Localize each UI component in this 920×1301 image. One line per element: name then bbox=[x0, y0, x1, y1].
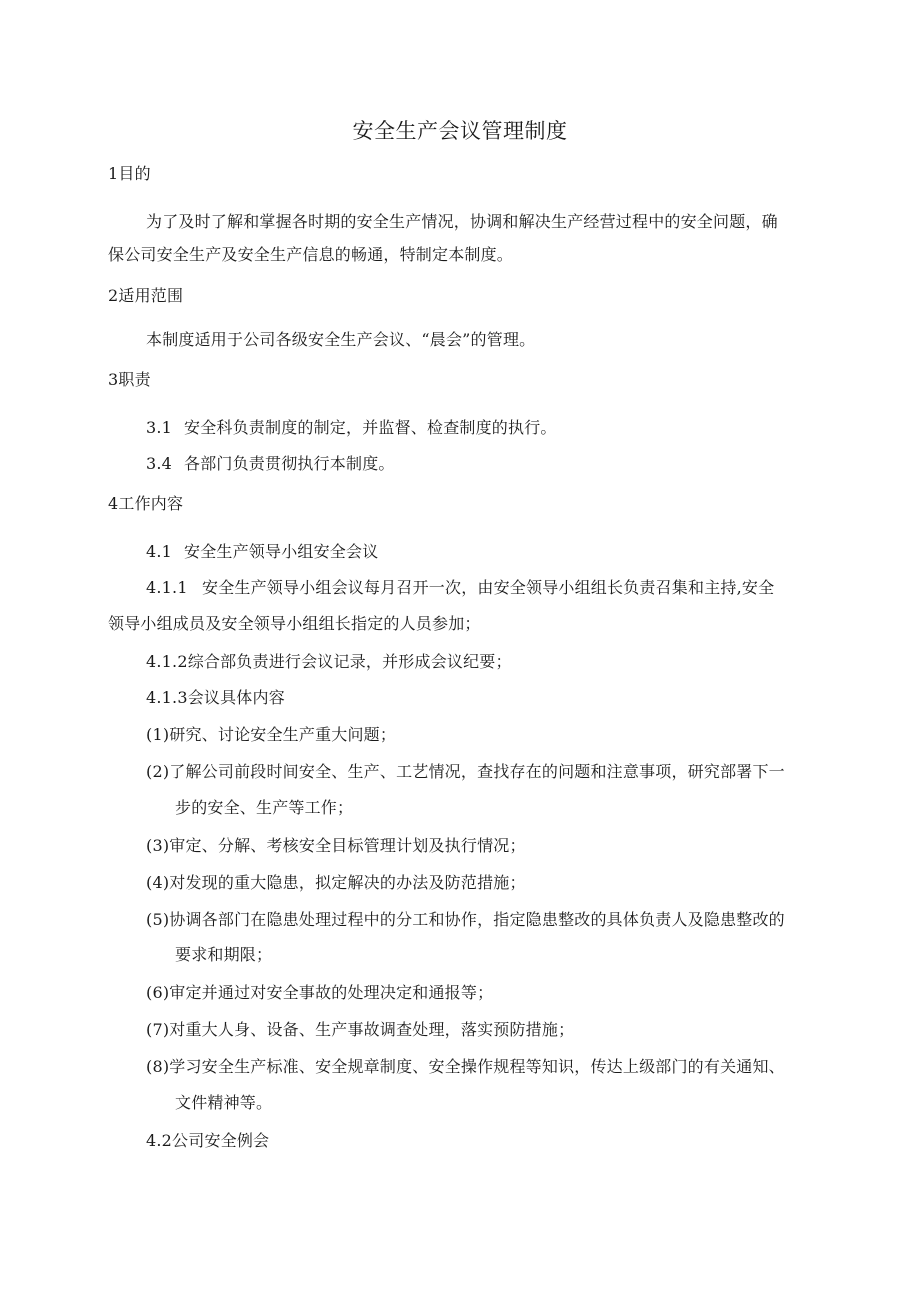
list-item-7: (7)对重大人身、设备、生产事故调查处理，落实预防措施； bbox=[146, 1020, 575, 1039]
section-3-4-number: 3.4 bbox=[146, 454, 173, 473]
section-4-1-1-text: 安全生产领导小组会议每月召开一次，由安全领导小组组长负责召集和主持,安全 bbox=[202, 578, 775, 597]
section-1-paragraph-line-2: 保公司安全生产及安全生产信息的畅通，特制定本制度。 bbox=[108, 245, 514, 264]
section-3-1-item bbox=[146, 418, 557, 438]
section-4-1-1-line-2: 领导小组成员及安全领导小组组长指定的人员参加； bbox=[108, 614, 481, 633]
section-4-1-text: 安全生产领导小组安全会议 bbox=[184, 542, 379, 561]
section-4-1-1-number: 4.1.1 bbox=[146, 578, 188, 597]
section-4-2: 4.2公司安全例会 bbox=[146, 1131, 270, 1150]
section-1-paragraph-line-1: 为了及时了解和掌握各时期的安全生产情况，协调和解决生产经营过程中的安全问题，确 bbox=[146, 212, 778, 231]
list-item-2-line-2: 步的安全、生产等工作； bbox=[175, 798, 354, 817]
list-item-6: (6)审定并通过对安全事故的处理决定和通报等； bbox=[146, 983, 494, 1002]
list-item-4: (4)对发现的重大隐患，拟定解决的办法及防范措施； bbox=[146, 873, 526, 892]
section-4-1-3: 4.1.3会议具体内容 bbox=[146, 688, 285, 707]
section-1-heading: 1目的 bbox=[108, 164, 151, 183]
list-item-8-line-1: (8)学习安全生产标准、安全规章制度、安全操作规程等知识，传达上级部门的有关通知、 bbox=[146, 1057, 785, 1076]
section-4-heading: 4工作内容 bbox=[108, 494, 184, 513]
section-2-heading: 2适用范围 bbox=[108, 286, 184, 305]
section-4-1-item bbox=[146, 542, 378, 562]
list-item-3: (3)审定、分解、考核安全目标管理计划及执行情况； bbox=[146, 836, 526, 855]
list-item-5-line-1: (5)协调各部门在隐患处理过程中的分工和协作，指定隐患整改的具体负责人及隐患整改的 bbox=[146, 910, 785, 929]
section-4-1-number: 4.1 bbox=[146, 542, 173, 561]
list-item-1: (1)研究、讨论安全生产重大问题； bbox=[146, 725, 397, 744]
section-3-1-number: 3.1 bbox=[146, 418, 173, 437]
list-item-2-line-1: (2)了解公司前段时间安全、生产、工艺情况，查找存在的问题和注意事项，研究部署下一 bbox=[146, 762, 785, 781]
section-3-4-text: 各部门负责贯彻执行本制度。 bbox=[184, 454, 395, 473]
section-3-4-item bbox=[146, 454, 395, 474]
section-3-1-text: 安全科负责制度的制定，并监督、检查制度的执行。 bbox=[184, 418, 557, 437]
section-4-1-1-line-1 bbox=[146, 578, 774, 598]
list-item-5-line-2: 要求和期限； bbox=[175, 945, 273, 964]
list-item-8-line-2: 文件精神等。 bbox=[175, 1093, 273, 1112]
section-2-paragraph: 本制度适用于公司各级安全生产会议、“晨会”的管理。 bbox=[146, 330, 536, 349]
section-3-heading: 3职责 bbox=[108, 370, 151, 389]
document-title: 安全生产会议管理制度 bbox=[352, 119, 568, 143]
section-4-1-2: 4.1.2综合部负责进行会议记录，并形成会议纪要； bbox=[146, 652, 512, 671]
